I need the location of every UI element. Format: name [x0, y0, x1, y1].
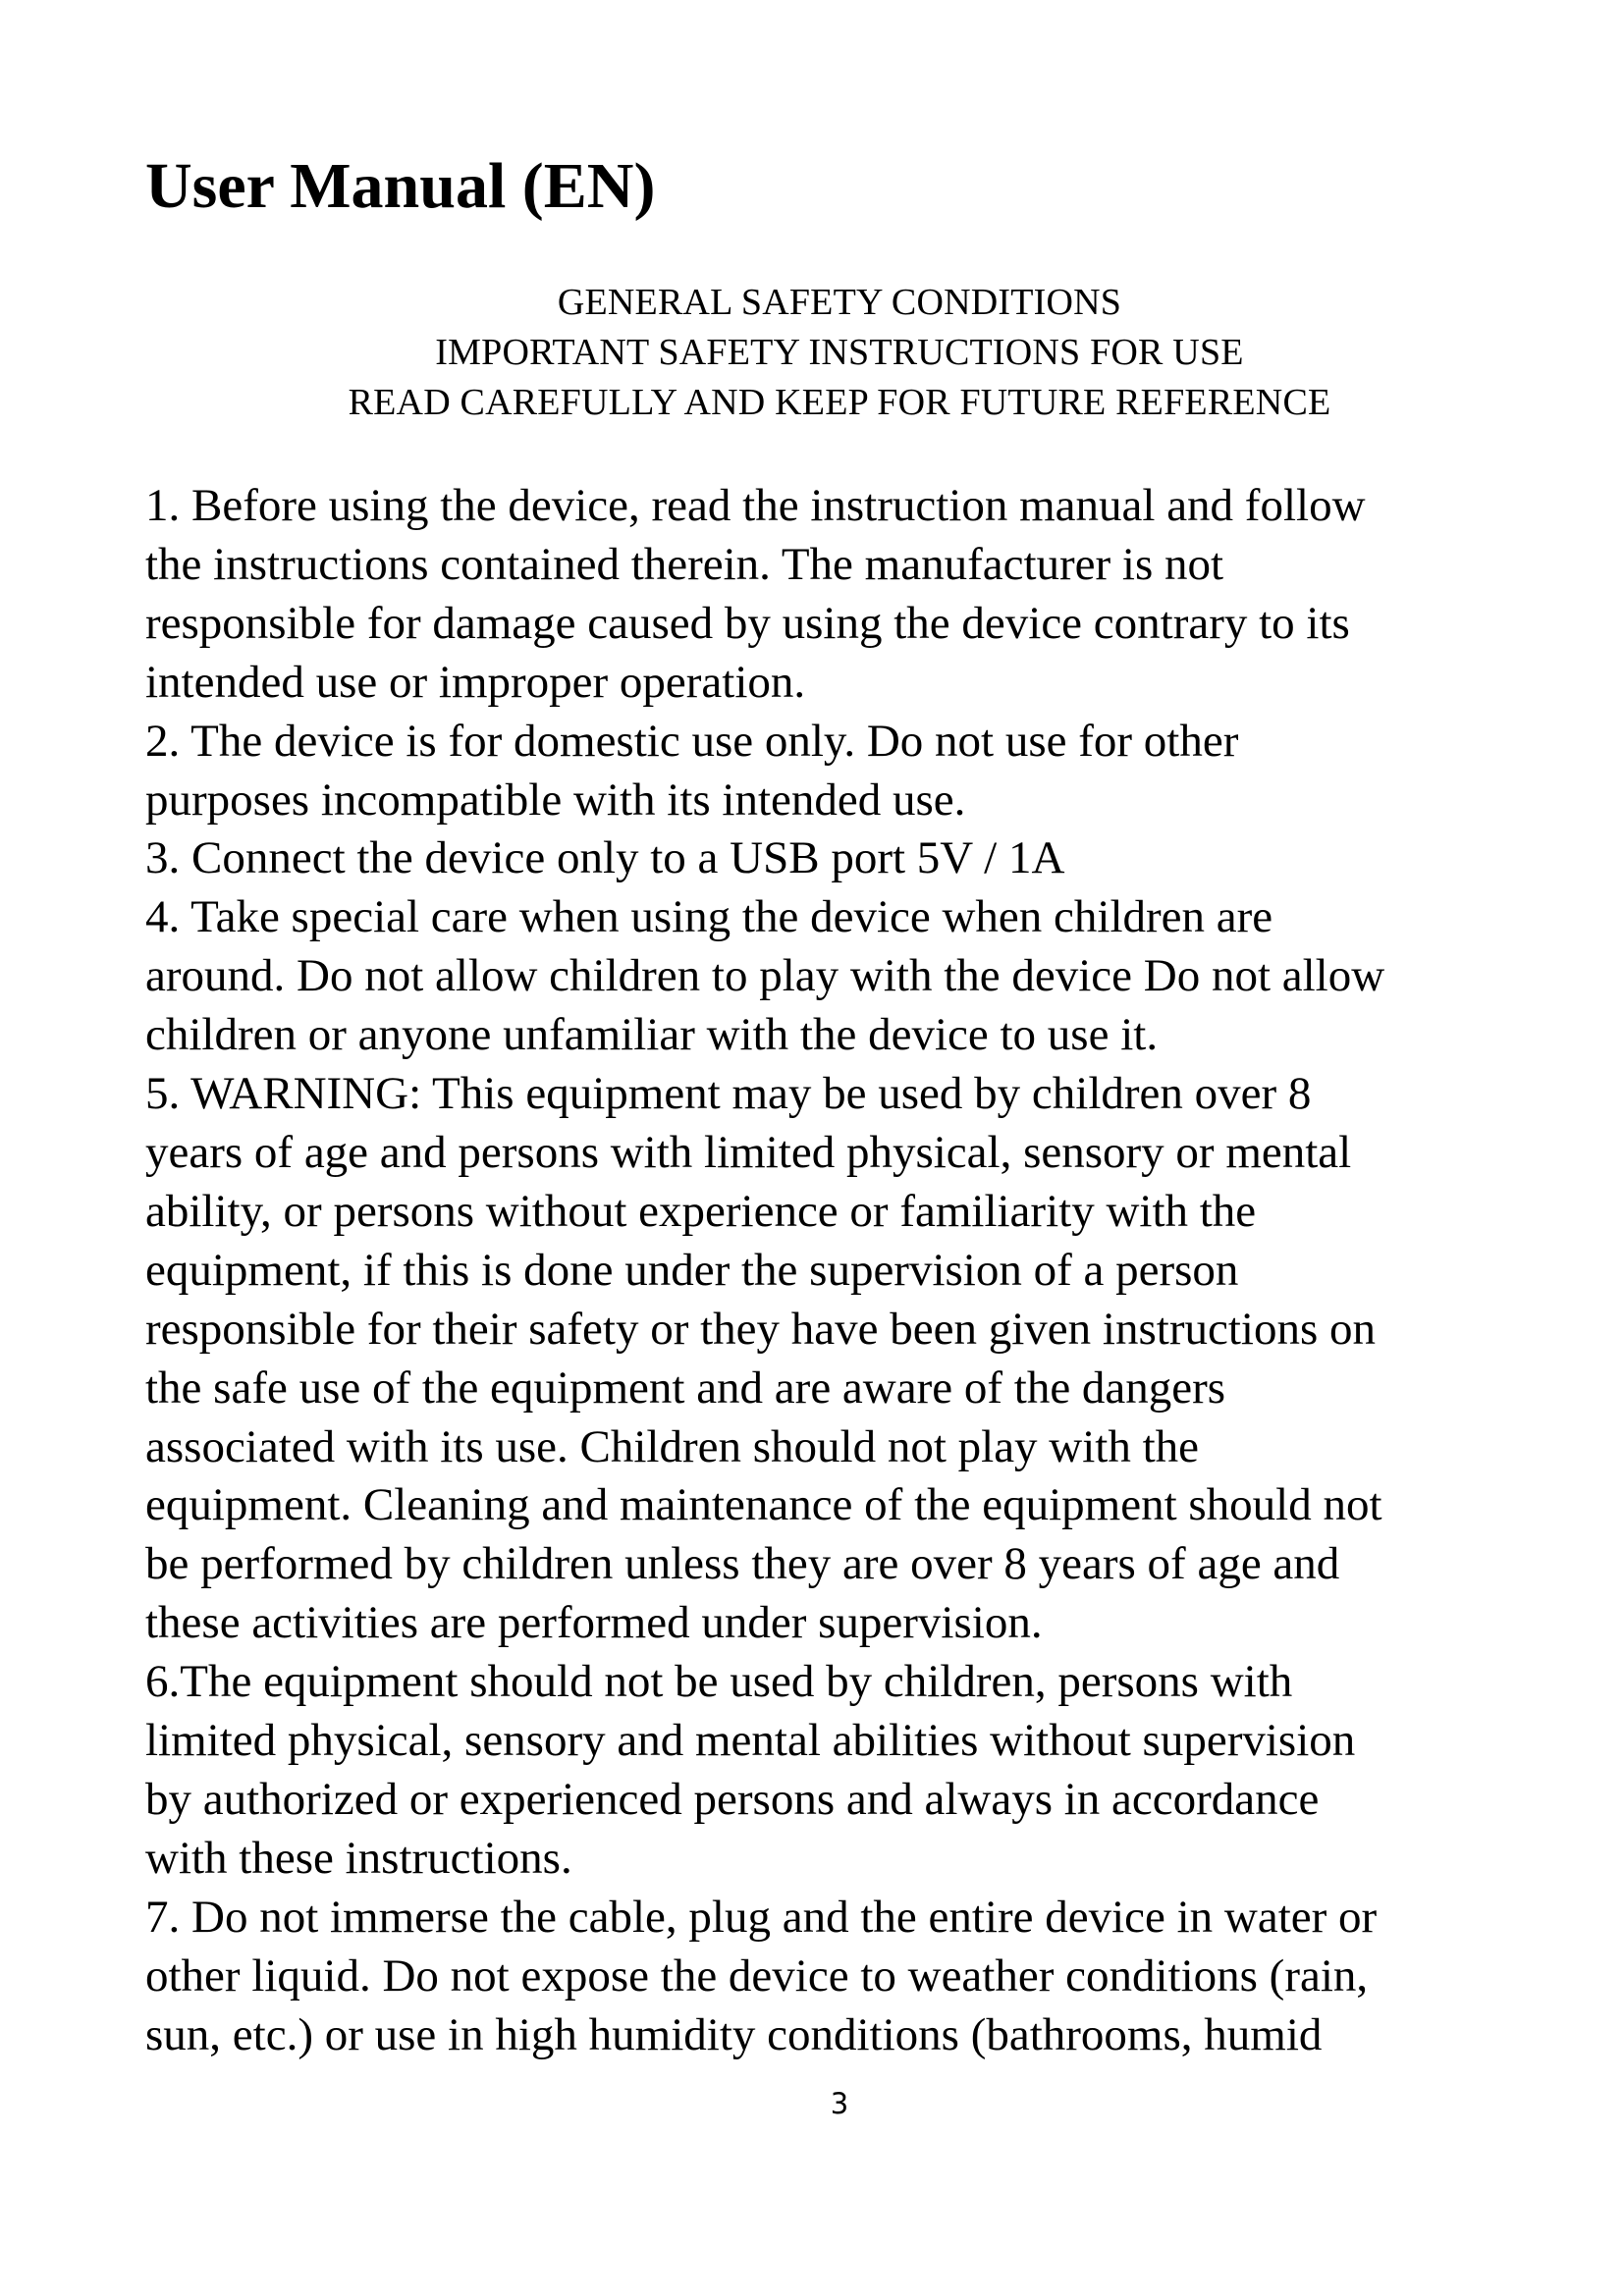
- instruction-line: be performed by children unless they are over 8 years of age and: [145, 1538, 1340, 1590]
- instruction-line: ability, or persons without experience or familiarity with the: [145, 1185, 1257, 1237]
- instruction-line: these activities are performed under supervision.: [145, 1597, 1043, 1649]
- page-title: User Manual (EN): [145, 150, 656, 222]
- instruction-line: equipment. Cleaning and maintenance of the equipment should not: [145, 1479, 1382, 1531]
- instruction-line: children or anyone unfamiliar with the device to use it.: [145, 1009, 1159, 1061]
- instruction-line: responsible for damage caused by using the device contrary to its: [145, 597, 1350, 649]
- instruction-line: other liquid. Do not expose the device to weather conditions (rain,: [145, 1949, 1369, 2002]
- instruction-line: purposes incompatible with its intended use.: [145, 774, 966, 826]
- instruction-line: equipment, if this is done under the supervision of a person: [145, 1244, 1239, 1296]
- header-line: READ CAREFULLY AND KEEP FOR FUTURE REFERENCE: [348, 382, 1331, 423]
- header-line: IMPORTANT SAFETY INSTRUCTIONS FOR USE: [435, 332, 1244, 373]
- instruction-line: by authorized or experienced persons and always in accordance: [145, 1773, 1320, 1825]
- safety-header: [0, 278, 1624, 428]
- safety-instructions: [145, 477, 1540, 2064]
- instruction-line: intended use or improper operation.: [145, 656, 806, 708]
- instruction-line: responsible for their safety or they have been given instructions on: [145, 1303, 1376, 1355]
- page-number: 3: [830, 2087, 849, 2120]
- instruction-line: limited physical, sensory and mental abilities without supervision: [145, 1715, 1356, 1767]
- instruction-line: 5. WARNING: This equipment may be used by children over 8: [145, 1068, 1312, 1120]
- instruction-line: the instructions contained therein. The manufacturer is not: [145, 538, 1224, 590]
- instruction-line: 4. Take special care when using the device when children are: [145, 891, 1273, 943]
- instruction-line: with these instructions.: [145, 1832, 572, 1884]
- instruction-line: associated with its use. Children should not play with the: [145, 1420, 1200, 1472]
- instruction-line: 3. Connect the device only to a USB port 5V / 1A: [145, 832, 1065, 884]
- instruction-line: the safe use of the equipment and are aware of the dangers: [145, 1362, 1226, 1414]
- instruction-line: 6.The equipment should not be used by children, persons with: [145, 1656, 1293, 1708]
- instruction-line: years of age and persons with limited physical, sensory or mental: [145, 1126, 1352, 1178]
- instruction-line: sun, etc.) or use in high humidity conditions (bathrooms, humid: [145, 2008, 1323, 2060]
- instruction-line: 2. The device is for domestic use only. Do not use for other: [145, 715, 1239, 767]
- header-line: GENERAL SAFETY CONDITIONS: [557, 282, 1122, 323]
- instruction-line: around. Do not allow children to play with the device Do not allow: [145, 950, 1385, 1002]
- instruction-line: 1. Before using the device, read the instruction manual and follow: [145, 480, 1366, 531]
- instruction-line: 7. Do not immerse the cable, plug and the entire device in water or: [145, 1891, 1378, 1943]
